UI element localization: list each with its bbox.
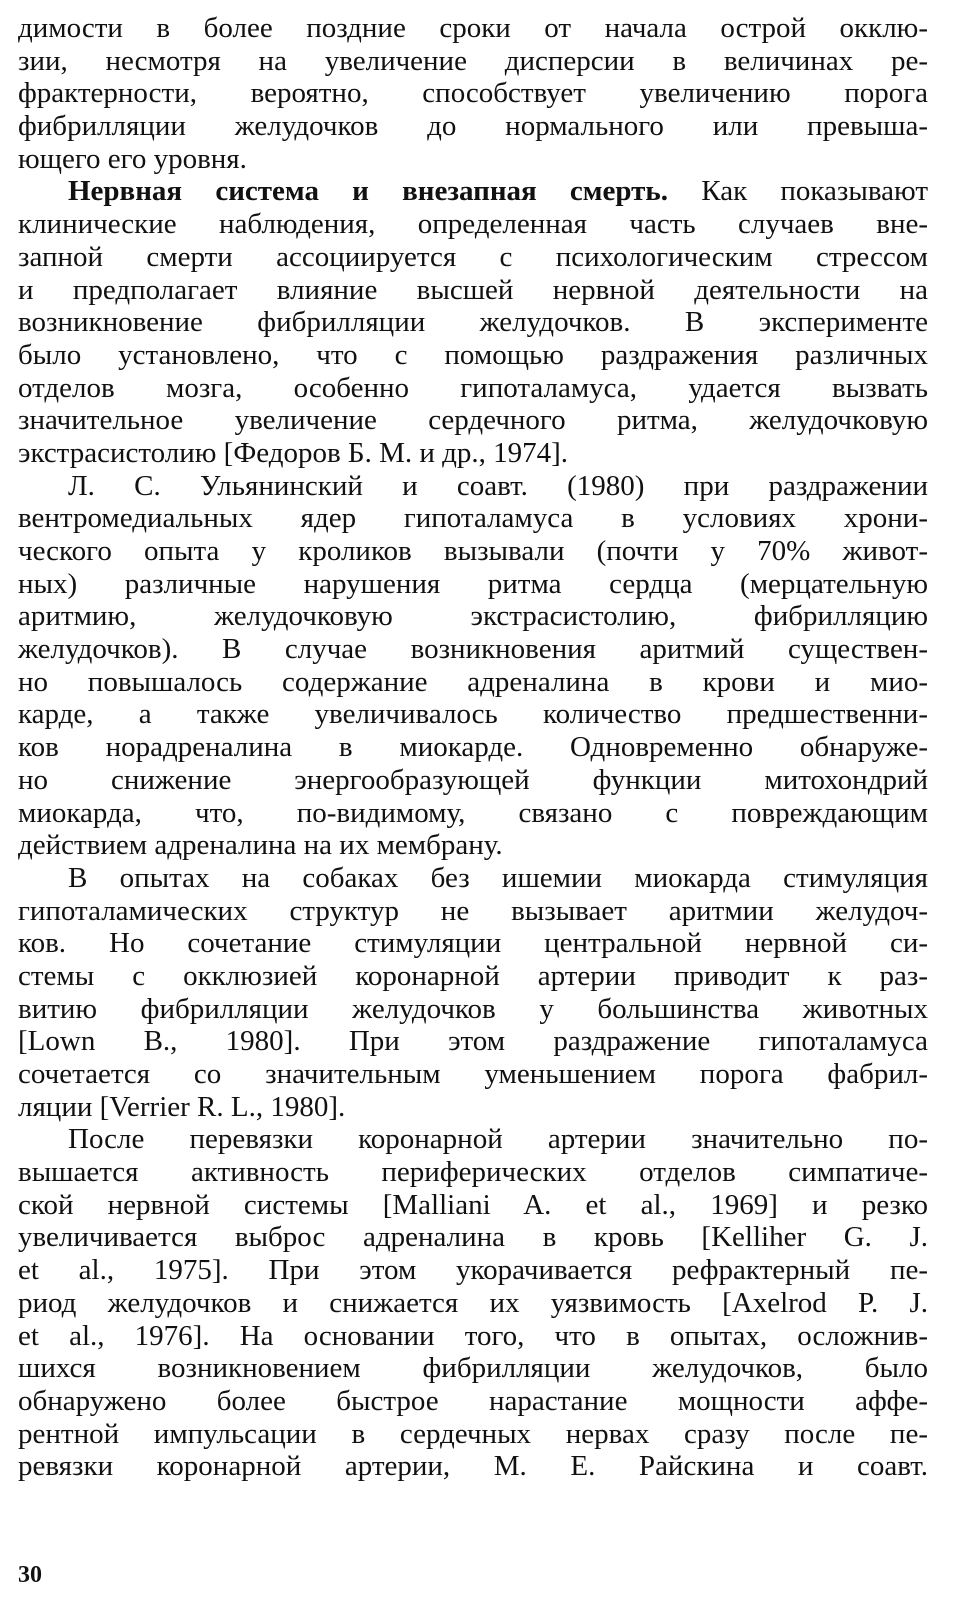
text-line: фрактерности, вероятно, способствует увеличению порога <box>18 77 928 110</box>
text-line: После перевязки коронарной артерии значительно по- <box>68 1123 928 1156</box>
text-line: клинические наблюдения, определенная часть случаев вне- <box>18 208 928 241</box>
text-line <box>18 175 928 208</box>
text-line: Л. С. Ульянинский и соавт. (1980) при раздражении <box>68 469 928 502</box>
text-line: ных) различные нарушения ритма сердца (мерцательную <box>18 567 928 600</box>
text-line: сочетается со значительным уменьшением порога фабрил- <box>18 1058 928 1090</box>
text-line: зии, несмотря на увеличение дисперсии в величинах ре- <box>18 44 928 77</box>
section-heading: Нервная система и внезапная смерть. <box>68 175 669 208</box>
text-line: фибрилляции желудочков до нормального или превыша- <box>18 110 928 143</box>
text-line: желудочков). В случае возникновения аритмий существен- <box>18 633 928 666</box>
text-line: было установлено, что с помощью раздражения различных <box>18 338 928 371</box>
text-line: отделов мозга, особенно гипоталамуса, удается вызвать <box>18 371 928 404</box>
text-line: ков. Но сочетание стимуляции центральной нервной си- <box>18 927 928 960</box>
body-text <box>18 12 928 1483</box>
paragraph <box>18 12 928 175</box>
text-line: стемы с окклюзией коронарной артерии приводит к раз- <box>18 959 928 992</box>
text-line: вышается активность периферических отделов симпатиче- <box>18 1156 928 1189</box>
text-line: но повышалось содержание адреналина в крови и мио- <box>18 665 928 698</box>
text-line: и предполагает влияние высшей нервной деятельности на <box>18 273 928 306</box>
paragraph <box>18 470 928 862</box>
text-line: риод желудочков и снижается их уязвимость [Axelrod P. J. <box>18 1286 928 1319</box>
text-line: димости в более поздние сроки от начала острой окклю- <box>18 12 928 44</box>
text-line: возникновение фибрилляции желудочков. В эксперименте <box>18 306 928 339</box>
text-line: увеличивается выброс адреналина в кровь [Kelliher G. J. <box>18 1221 928 1254</box>
text-line: шихся возникновением фибрилляции желудочков, было <box>18 1352 928 1385</box>
text-line: аритмию, желудочковую экстрасистолию, фибрилляцию <box>18 600 928 633</box>
text-line: значительное увеличение сердечного ритма, желудочковую <box>18 404 928 437</box>
text-line: экстрасистолию [Федоров Б. М. и др., 1974]. <box>18 436 569 469</box>
text-line: рентной импульсации в сердечных нервах сразу после пе- <box>18 1417 928 1450</box>
text-line: карде, а также увеличивалось количество предшественни- <box>18 698 928 731</box>
paragraph <box>18 1123 928 1483</box>
text-line: В опытах на собаках без ишемии миокарда стимуляция <box>68 861 928 894</box>
text-line: ческого опыта у кроликов вызывали (почти у 70% живот- <box>18 535 928 567</box>
text-line: миокарда, что, по-видимому, связано с повреждающим <box>18 796 928 829</box>
text-line: ков норадреналина в миокарде. Одновременно обнаруже- <box>18 731 928 764</box>
text-line: ревязки коронарной артерии, М. Е. Райскина и соавт. <box>18 1450 928 1483</box>
paragraph <box>18 175 928 469</box>
text-line: et al., 1976]. На основании того, что в опытах, осложнив- <box>18 1319 928 1352</box>
text-line: запной смерти ассоциируется с психологическим стрессом <box>18 240 928 273</box>
text-line: витию фибрилляции желудочков у большинства животных <box>18 992 928 1025</box>
text-line: гипоталамических структур не вызывает аритмии желудоч- <box>18 894 928 927</box>
text-line: ющего его уровня. <box>18 142 247 175</box>
text-line: обнаружено более быстрое нарастание мощности аффе- <box>18 1384 928 1417</box>
paragraph <box>18 862 928 1124</box>
text-line: ской нервной системы [Malliani A. et al., 1969] и резко <box>18 1188 928 1221</box>
text-line: et al., 1975]. При этом укорачивается рефрактерный пе- <box>18 1254 928 1287</box>
text-line: но снижение энергообразующей функции митохондрий <box>18 763 928 796</box>
text-line: [Lown B., 1980]. При этом раздражение гипоталамуса <box>18 1025 928 1058</box>
text-line: ляции [Verrier R. L., 1980]. <box>18 1090 346 1123</box>
text-line: вентромедиальных ядер гипоталамуса в условиях хрони- <box>18 502 928 535</box>
page-number: 30 <box>18 1562 42 1588</box>
text-run: Как показывают <box>668 175 928 208</box>
text-line: действием адреналина на их мембрану. <box>18 829 503 862</box>
